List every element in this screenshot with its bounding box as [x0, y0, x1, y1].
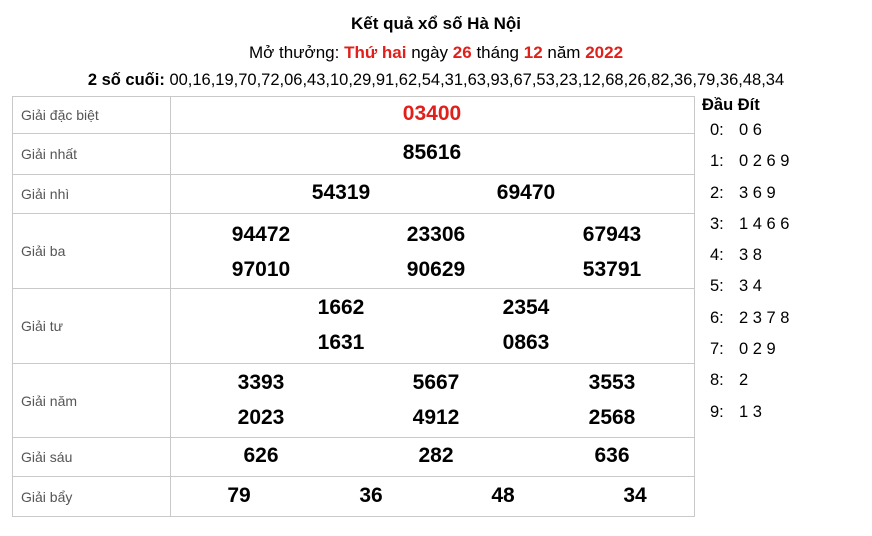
table-row-first [13, 134, 695, 175]
results-table [12, 96, 695, 517]
prize-number: 94472 [231, 223, 291, 246]
prize-number: 1631 [317, 331, 365, 354]
draw-date-line [0, 43, 872, 63]
dau-dit-head: 9: [710, 402, 724, 421]
dau-dit-panel [701, 96, 861, 428]
table-row-second [13, 175, 695, 214]
prize-number: 5667 [412, 371, 460, 394]
prize-number: 626 [243, 444, 279, 467]
prize-label: Giải bẩy [13, 477, 171, 517]
prize-label: Giải năm [13, 364, 171, 438]
prize-number: 3553 [588, 371, 636, 394]
table-row-fifth [13, 364, 695, 438]
dau-dit-tails: 0 2 6 9 [739, 152, 790, 171]
prize-number: 282 [418, 444, 454, 467]
prize-number: 54319 [311, 181, 371, 204]
prize-number: 69470 [496, 181, 556, 204]
dau-dit-tails: 3 4 [739, 277, 762, 296]
prize-number: 97010 [231, 258, 291, 281]
dau-dit-row [710, 334, 861, 365]
prize-number: 1662 [317, 296, 365, 319]
dau-dit-row [710, 240, 861, 271]
table-row-third [13, 214, 695, 289]
dau-dit-row [710, 146, 861, 177]
prize-number: 0863 [502, 331, 550, 354]
dau-dit-tails: 3 6 9 [739, 183, 776, 202]
dau-dit-row [710, 178, 861, 209]
weekday: Thứ hai [344, 43, 407, 62]
prize-label: Giải ba [13, 214, 171, 289]
month-word: tháng [476, 43, 519, 62]
prize-number: 90629 [406, 258, 466, 281]
dau-dit-row [710, 115, 861, 146]
prize-number: 636 [594, 444, 630, 467]
dau-dit-tails: 1 4 6 6 [739, 214, 790, 233]
prize-number: 2568 [588, 406, 636, 429]
dau-dit-title: Đầu Đít [702, 96, 760, 114]
prize-number: 79 [227, 483, 251, 507]
day-word: ngày [411, 43, 449, 62]
prize-label: Giải nhất [13, 134, 171, 175]
table-row-fourth [13, 289, 695, 364]
dau-dit-head: 6: [710, 308, 724, 327]
prize-number: 3393 [237, 371, 285, 394]
open-prefix: Mở thưởng: [248, 43, 340, 62]
prize-label: Giải đặc biệt [13, 97, 171, 134]
prize-number: 34 [623, 483, 647, 507]
prize-number: 2354 [502, 296, 550, 319]
prize-number: 53791 [582, 258, 642, 281]
last-two-values: 00,16,19,70,72,06,43,10,29,91,62,54,31,63,93,67,53,23,12,68,26,82,36,79,36,48,34 [169, 71, 785, 89]
year-word: năm [547, 43, 581, 62]
dau-dit-tails: 3 8 [739, 246, 762, 265]
month-value: 12 [523, 43, 543, 62]
dau-dit-tails: 2 3 7 8 [739, 308, 790, 327]
day-value: 26 [452, 43, 472, 62]
dau-dit-tails: 0 2 9 [739, 340, 776, 359]
dau-dit-head: 2: [710, 183, 724, 202]
dau-dit-head: 8: [710, 371, 724, 390]
dau-dit-head: 1: [710, 152, 724, 171]
dau-dit-head: 7: [710, 340, 724, 359]
dau-dit-row [710, 397, 861, 428]
dau-dit-row [710, 209, 861, 240]
prize-number: 67943 [582, 223, 642, 246]
prize-label: Giải tư [13, 289, 171, 364]
dau-dit-row [710, 365, 861, 396]
prize-number-special: 03400 [402, 102, 462, 125]
dau-dit-head: 3: [710, 214, 724, 233]
last-two-digits-line [0, 71, 872, 90]
dau-dit-tails: 0 6 [739, 121, 762, 139]
table-row-seventh [13, 477, 695, 517]
prize-number: 23306 [406, 223, 466, 246]
dau-dit-row [710, 271, 861, 302]
prize-number: 85616 [402, 141, 462, 164]
dau-dit-head: 5: [710, 277, 724, 296]
dau-dit-head: 4: [710, 246, 724, 265]
table-row-special [13, 97, 695, 134]
prize-number: 36 [359, 483, 383, 507]
page-title: Kết quả xổ số Hà Nội [350, 14, 522, 33]
dau-dit-row [710, 303, 861, 334]
prize-number: 4912 [412, 406, 460, 429]
prize-label: Giải nhì [13, 175, 171, 214]
dau-dit-head: 0: [710, 121, 724, 139]
dau-dit-tails: 2 [739, 371, 749, 390]
prize-label: Giải sáu [13, 438, 171, 477]
prize-number: 2023 [237, 406, 285, 429]
dau-dit-tails: 1 3 [739, 402, 762, 421]
prize-number: 48 [491, 483, 515, 507]
last-two-label: 2 số cuối: [87, 71, 165, 89]
table-row-sixth [13, 438, 695, 477]
year-value: 2022 [585, 43, 624, 62]
